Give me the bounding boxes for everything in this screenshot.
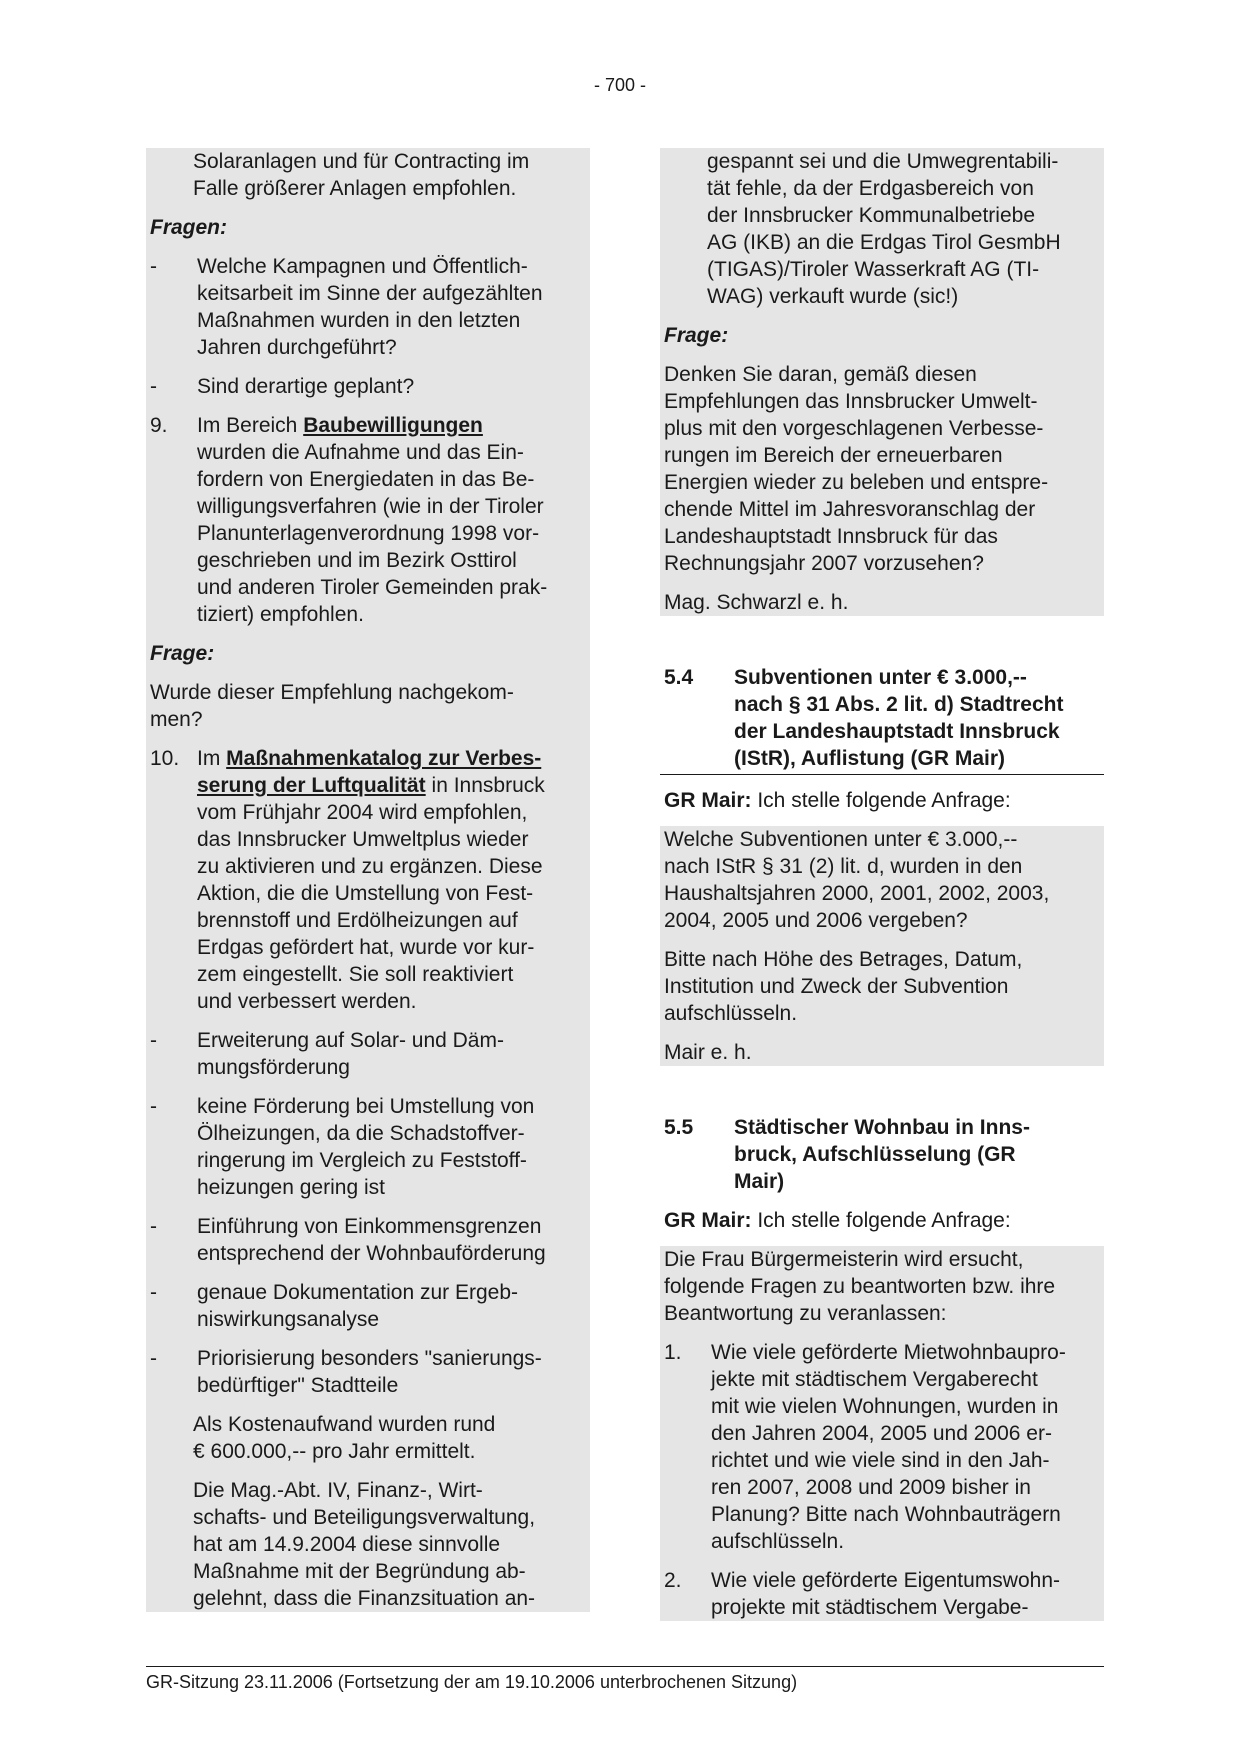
speaker-line: GR Mair: Ich stelle folgende Anfrage:: [664, 1209, 1011, 1232]
cost-paragraph: Als Kostenaufwand wurden rund € 600.000,-- pro Jahr ermittelt.: [193, 1413, 496, 1463]
footer: GR-Sitzung 23.11.2006 (Fortsetzung der am 19.10.2006 unterbrochenen Sitzung): [146, 1666, 1104, 1693]
list-item: - keine Förderung bei Umstellung von Ölheizungen, da die Schadstoffver- ringerung im Vergleich zu Feststoff- heizungen gering ist: [150, 1095, 535, 1199]
right-gray-block-2: Welche Subventionen unter € 3.000,-- nach IStR § 31 (2) lit. d, wurden in den Haushaltsjahren 2000, 2001, 2002, 2003, 2004, 2005 und 2006 vergeben? Bitte nach Höhe des Betrages, Datum, Institution und Zweck der Subvention aufschlüsseln. Mair e. h.: [660, 826, 1104, 1066]
signature: Mair e. h.: [664, 1041, 752, 1064]
mag-paragraph: Die Mag.-Abt. IV, Finanz-, Wirt- schafts- und Beteiligungsverwaltung, hat am 14.9.2004 diese sinnvolle Maßnahme mit der Begründung ab- gelehnt, dass die Finanzsituation an-: [193, 1479, 536, 1610]
list-item: - genaue Dokumentation zur Ergeb- niswirkungsanalyse: [150, 1281, 519, 1331]
list-item: - Welche Kampagnen und Öffentlich- keitsarbeit im Sinne der aufgezählten Maßnahmen wurden in den letzten Jahren durchgeführt?: [150, 255, 543, 359]
list-item: - Erweiterung auf Solar- und Däm- mungsförderung: [150, 1029, 504, 1079]
text-line: Solaranlagen und für Contracting im: [193, 150, 530, 173]
section-5-5-heading: 5.5 Städtischer Wohnbau in Inns- bruck, Aufschlüsselung (GR Mair): [664, 1116, 1030, 1193]
page-number: - 700 -: [593, 75, 647, 95]
dash-marker: -: [150, 255, 157, 278]
item-number: 9.: [150, 414, 168, 437]
frage-text: Wurde dieser Empfehlung nachgekom- men?: [150, 681, 514, 731]
luftqualitaet-emphasis: serung der Luftqualität: [197, 774, 426, 797]
numbered-item-2: 2. Wie viele geförderte Eigentumswohn- projekte mit städtischem Vergabe-: [664, 1569, 1061, 1619]
continuation-text: gespannt sei und die Umwegrentabili- tät fehle, da der Erdgasbereich von der Innsbrucker Kommunalbetriebe AG (IKB) an die Erdgas Tirol GesmbH (TIGAS)/Tiroler Wasserkraft AG (TI- WAG) verkauft wurde (sic!): [707, 150, 1061, 308]
speaker-line: GR Mair: Ich stelle folgende Anfrage:: [664, 789, 1011, 812]
baubewilligungen-emphasis: Baubewilligungen: [303, 414, 483, 437]
right-column: [660, 148, 1104, 1621]
item-number: 10.: [150, 747, 180, 770]
frage-text: Denken Sie daran, gemäß diesen Empfehlungen das Innsbrucker Umwelt- plus mit den vorgeschlagenen Verbesse- rungen im Bereich der erneuerbaren Energien wieder zu beleben und entspre- chende Mittel im Jahresvoranschlag der Landeshauptstadt Innsbruck für das Rechnungsjahr 2007 vorzusehen?: [664, 363, 1049, 575]
list-item: - Einführung von Einkommensgrenzen entsprechend der Wohnbauförderung: [150, 1215, 546, 1265]
signature: Mag. Schwarzl e. h.: [664, 591, 849, 614]
list-item: - Sind derartige geplant?: [150, 375, 415, 398]
section-5-4-heading: 5.4 Subventionen unter € 3.000,-- nach § 31 Abs. 2 lit. d) Stadtrecht der Landeshauptstadt Innsbruck (IStR), Auflistung (GR Mair): [660, 664, 1104, 775]
left-intro: [146, 148, 590, 202]
list-item: - Priorisierung besonders "sanierungs- bedürftiger" Stadtteile: [150, 1347, 542, 1397]
numbered-item-9: 9. Im Bereich Baubewilligungen wurden die Aufnahme und das Ein- fordern von Energiedaten in das Be- willigungsverfahren (wie in der Tiroler Planunterlagenverordnung 1998 vor- geschrieben und im Bezirk Osttirol und anderen Tiroler Gemeinden prak- tiziert) empfohlen.: [150, 414, 548, 626]
right-gray-block-3: Die Frau Bürgermeisterin wird ersucht, folgende Fragen zu beantworten bzw. ihre Beantwortung zu veranlassen: 1. Wie viele geförderte Mietwohnbaupro- jekte mit städtischem Vergaberecht mit wie vielen Wohnungen, wurden in den Jahren 2004, 2005 und 2006 er- richtet und wie viele sind in den Jah- ren 2007, 2008 und 2009 bisher in Planung? Bitte nach Wohnbauträgern aufschlüsseln. 2. Wie viele geförderte Eigentumswohn- projekte mit städtischem Vergabe-: [660, 1246, 1104, 1621]
right-gray-block-1: [660, 148, 1104, 616]
frage-heading: Frage:: [664, 324, 729, 347]
frage-heading: Frage:: [150, 642, 215, 665]
text-line: Falle größerer Anlagen empfohlen.: [193, 177, 517, 200]
left-column: [146, 148, 590, 1612]
massnahmenkatalog-emphasis: Maßnahmenkatalog zur Verbes-: [226, 747, 542, 770]
dash-marker: -: [150, 375, 157, 398]
fragen-heading: Fragen:: [150, 216, 228, 239]
numbered-item-1: 1. Wie viele geförderte Mietwohnbaupro- jekte mit städtischem Vergaberecht mit wie vielen Wohnungen, wurden in den Jahren 2004, 2005 und 2006 er- richtet und wie viele sind in den Jah- ren 2007, 2008 und 2009 bisher in Planung? Bitte nach Wohnbauträgern aufschlüsseln.: [664, 1341, 1066, 1553]
numbered-item-10: 10. Im Maßnahmenkatalog zur Verbes- serung der Luftqualität in Innsbruck vom Frühjahr 2004 wird empfohlen, das Innsbrucker Umweltplus wieder zu aktivieren und zu ergänzen. Diese Aktion, die die Umstellung von Fest- brennstoff und Erdölheizungen auf Erdgas gefördert hat, wurde vor kur- zem eingestellt. Sie soll reaktiviert und verbessert werden.: [150, 747, 545, 1013]
